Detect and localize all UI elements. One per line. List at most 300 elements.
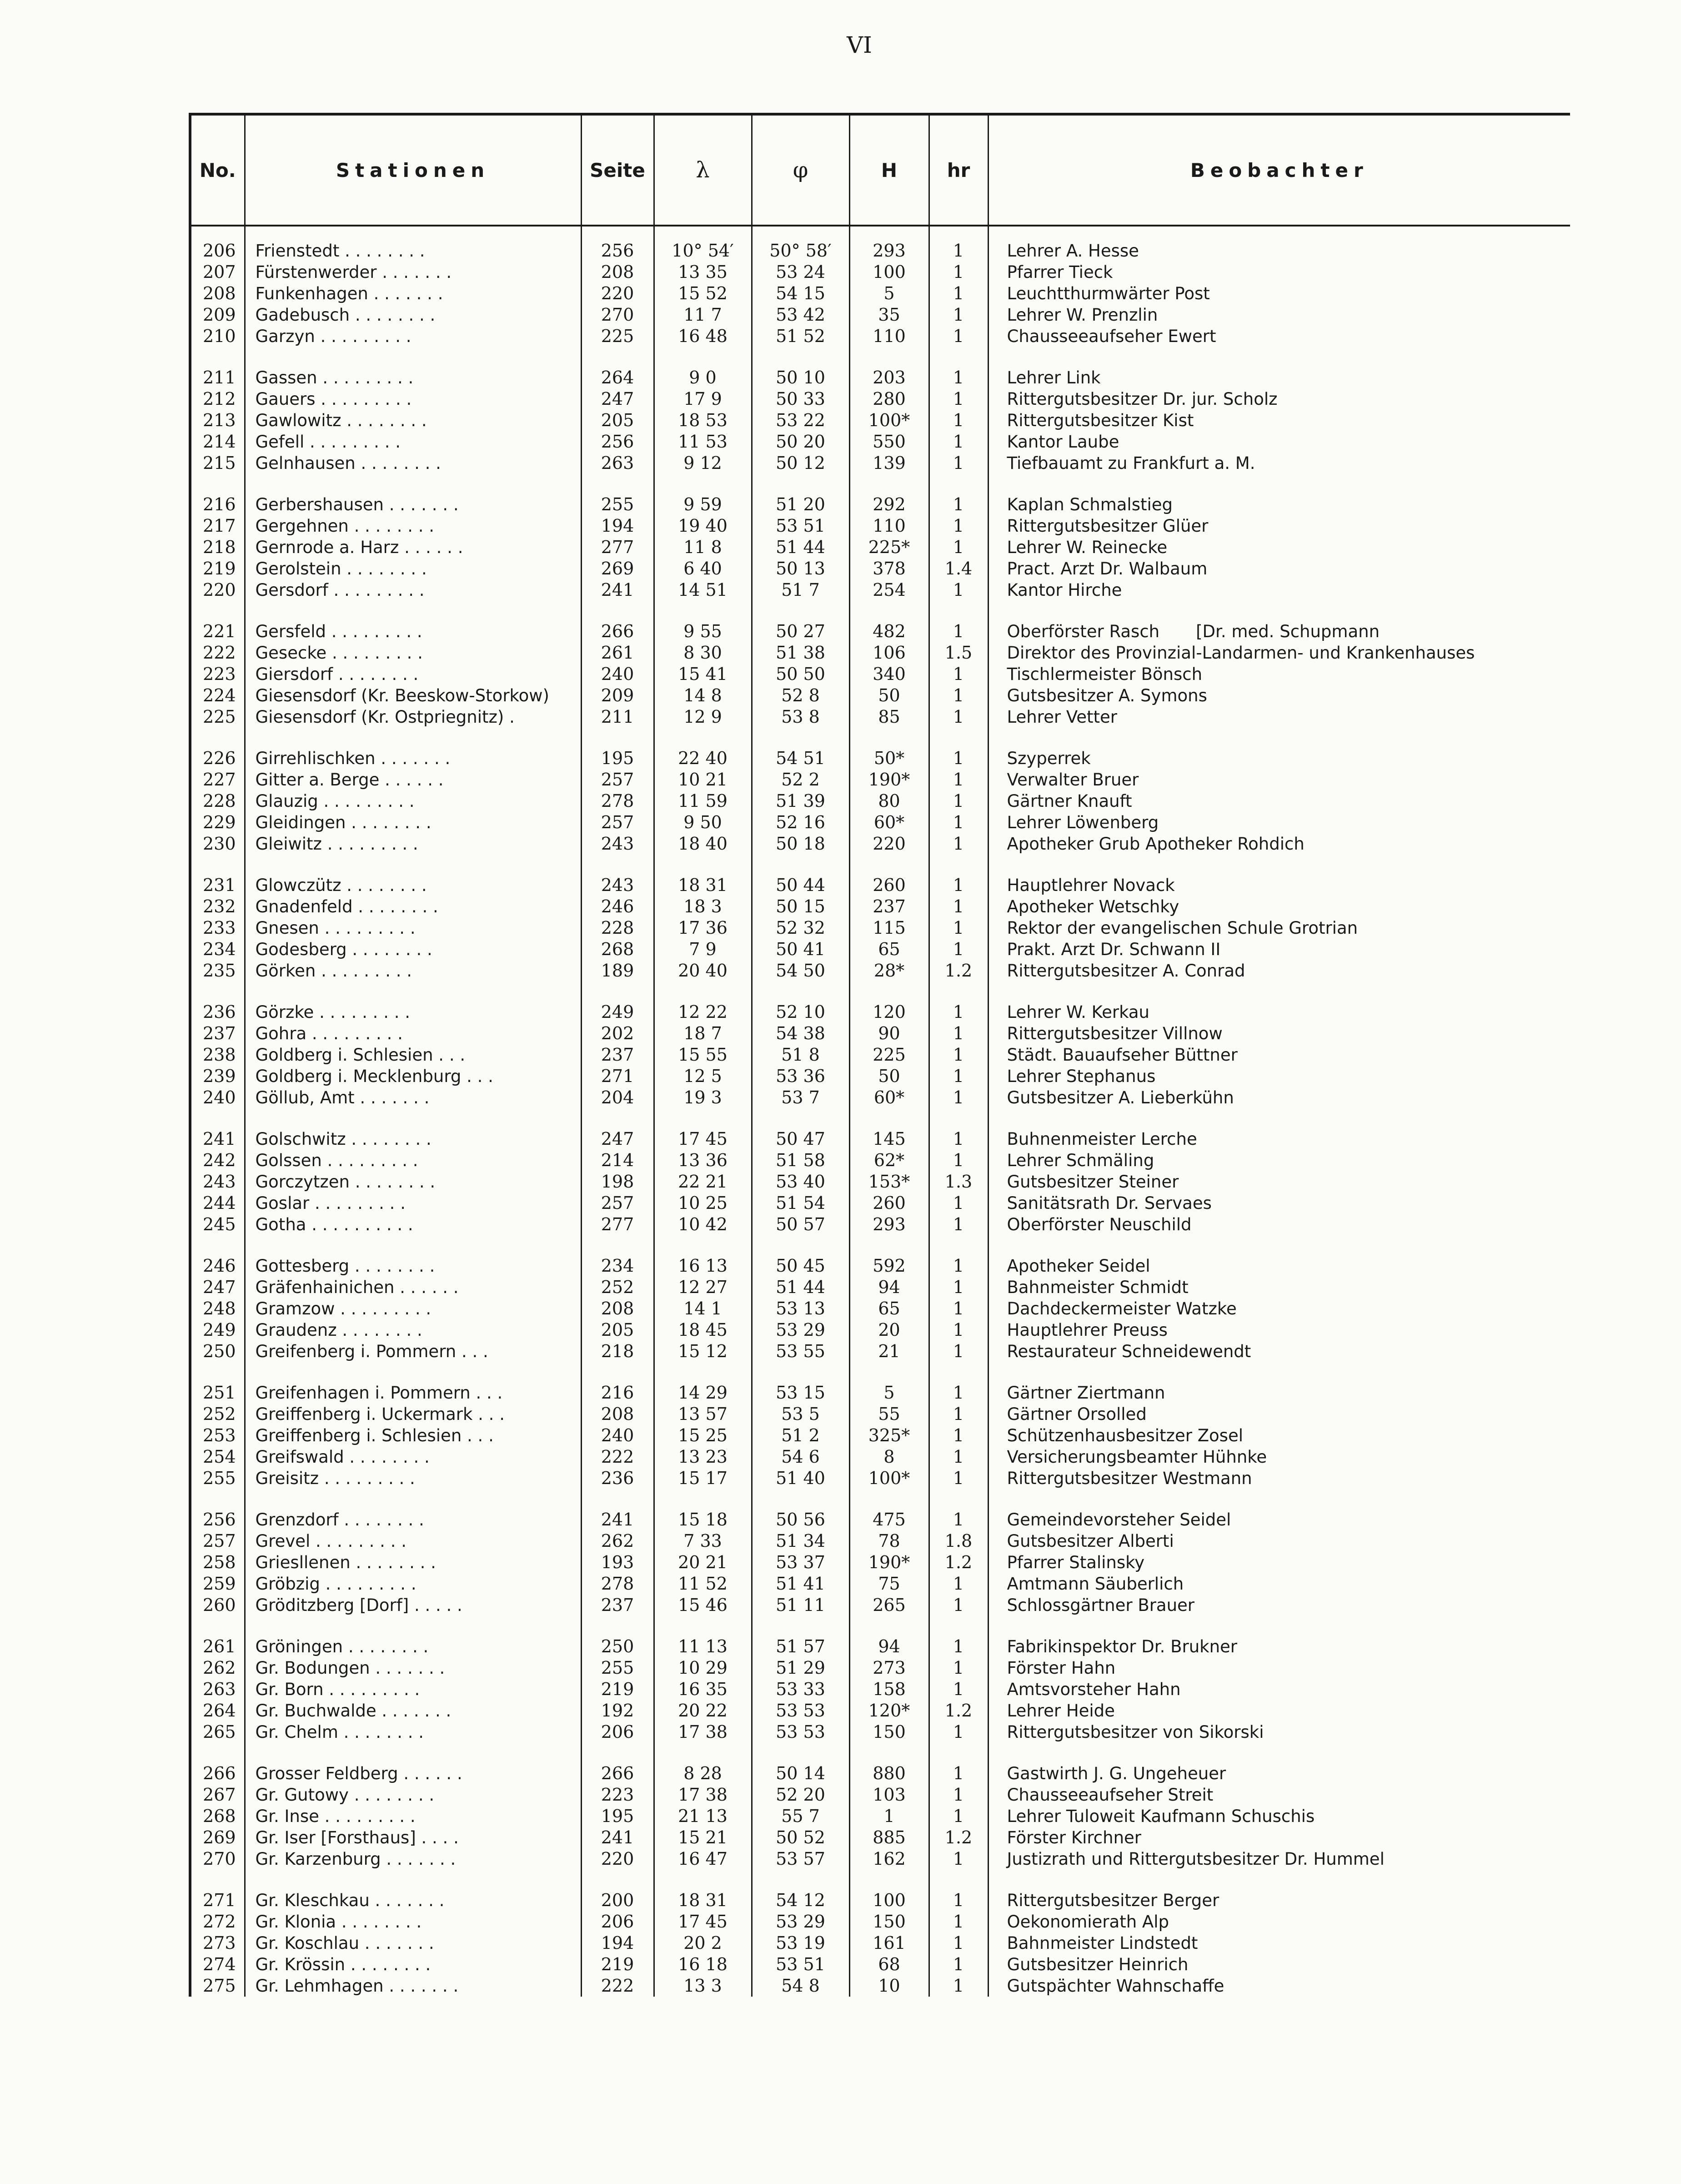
cell-lambda (654, 1679, 752, 1700)
cell-phi (752, 388, 849, 410)
header-phi: φ (752, 114, 849, 226)
cell-station-text: Girrehlischken . . . . . . . (255, 749, 451, 768)
cell-phi (752, 917, 849, 939)
cell-h (849, 896, 929, 917)
cell-hr (929, 1468, 988, 1489)
cell-beobachter (988, 1806, 1570, 1827)
table-row (190, 347, 1570, 388)
cell-station-text: Gassen . . . . . . . . . (255, 368, 414, 387)
cell-seite-text: 277 (601, 537, 634, 557)
cell-seite (581, 304, 654, 326)
cell-no (190, 685, 245, 706)
cell-beobachter (988, 1595, 1570, 1616)
cell-hr (929, 304, 988, 326)
cell-h (849, 304, 929, 326)
cell-seite (581, 1044, 654, 1066)
cell-beobachter (988, 833, 1570, 855)
cell-phi (752, 226, 849, 262)
cell-beobachter-text: Gastwirth J. G. Ungeheuer (1007, 1764, 1226, 1783)
cell-phi-text: 50 41 (776, 939, 825, 959)
cell-station (245, 1975, 581, 1997)
cell-station-text: Garzyn . . . . . . . . . (255, 327, 411, 346)
cell-phi-text: 51 38 (776, 643, 825, 663)
cell-lambda-text: 14 51 (678, 580, 728, 600)
cell-phi-text: 50 57 (776, 1214, 825, 1234)
cell-hr-text: 1 (953, 410, 964, 430)
cell-beobachter (988, 1489, 1570, 1530)
cell-lambda (654, 326, 752, 347)
cell-phi-text: 50 50 (776, 664, 825, 684)
cell-lambda (654, 917, 752, 939)
cell-phi-text: 50 13 (776, 559, 825, 579)
cell-h (849, 960, 929, 981)
cell-lambda (654, 1954, 752, 1975)
cell-h (849, 1235, 929, 1277)
cell-hr (929, 1806, 988, 1827)
cell-hr (929, 960, 988, 981)
cell-lambda (654, 1023, 752, 1044)
cell-lambda (654, 453, 752, 474)
cell-beobachter-text: Bahnmeister Lindstedt (1007, 1933, 1198, 1953)
cell-phi-text: 53 53 (776, 1701, 825, 1721)
cell-no-text: 258 (202, 1552, 236, 1572)
cell-beobachter-text: Chausseeaufseher Ewert (1007, 327, 1216, 346)
cell-lambda (654, 579, 752, 601)
cell-hr (929, 1235, 988, 1277)
cell-no (190, 1468, 245, 1489)
cell-hr-text: 1 (953, 875, 964, 895)
cell-beobachter-text: Schützenhausbesitzer Zosel (1007, 1426, 1243, 1445)
cell-no (190, 790, 245, 812)
cell-no-text: 253 (202, 1425, 236, 1445)
cell-phi (752, 1743, 849, 1784)
cell-seite (581, 388, 654, 410)
cell-lambda (654, 1171, 752, 1193)
table-row (190, 1848, 1570, 1870)
cell-no (190, 1784, 245, 1806)
cell-h-text: 145 (873, 1129, 906, 1149)
cell-lambda (654, 1087, 752, 1108)
cell-lambda (654, 833, 752, 855)
cell-lambda (654, 1975, 752, 1997)
table-row (190, 1298, 1570, 1319)
cell-seite-text: 234 (601, 1256, 634, 1276)
cell-station (245, 1827, 581, 1848)
table-row (190, 515, 1570, 537)
table-row (190, 855, 1570, 896)
cell-beobachter (988, 1954, 1570, 1975)
cell-phi-text: 51 11 (776, 1595, 825, 1615)
cell-hr-text: 1 (953, 1193, 964, 1213)
cell-hr-text: 1 (953, 1595, 964, 1615)
cell-lambda (654, 685, 752, 706)
cell-beobachter-text: Rittergutsbesitzer Dr. jur. Scholz (1007, 389, 1278, 409)
cell-station-text: Gergehnen . . . . . . . . (255, 516, 435, 536)
cell-beobachter-text: Rittergutsbesitzer Glüer (1007, 516, 1209, 536)
cell-phi (752, 1573, 849, 1595)
cell-no-text: 208 (202, 283, 236, 303)
cell-no-text: 251 (202, 1383, 236, 1403)
cell-station-text: Greifswald . . . . . . . . (255, 1447, 430, 1467)
cell-phi (752, 1446, 849, 1468)
cell-no (190, 769, 245, 790)
cell-h (849, 431, 929, 453)
cell-phi (752, 1530, 849, 1552)
cell-hr (929, 939, 988, 960)
cell-no (190, 431, 245, 453)
table-row (190, 1425, 1570, 1446)
cell-lambda-text: 9 59 (683, 494, 722, 514)
cell-station (245, 981, 581, 1023)
cell-h (849, 1700, 929, 1721)
cell-seite (581, 833, 654, 855)
cell-lambda-text: 19 3 (683, 1087, 722, 1107)
cell-h-text: 94 (878, 1636, 900, 1656)
cell-beobachter-text: Apotheker Grub Apotheker Rohdich (1007, 834, 1305, 854)
cell-hr-text: 1 (953, 1320, 964, 1340)
cell-beobachter-text: Hauptlehrer Novack (1007, 876, 1175, 895)
cell-station-text: Gr. Chelm . . . . . . . . (255, 1722, 424, 1742)
cell-no (190, 855, 245, 896)
cell-no (190, 347, 245, 388)
cell-station-text: Giersdorf . . . . . . . . (255, 664, 419, 684)
table-row (190, 1911, 1570, 1932)
cell-phi (752, 1023, 849, 1044)
cell-beobachter-text: Bahnmeister Schmidt (1007, 1278, 1189, 1297)
cell-lambda (654, 1214, 752, 1235)
cell-lambda (654, 1044, 752, 1066)
cell-h-text: 60* (873, 1087, 905, 1107)
cell-beobachter (988, 960, 1570, 981)
cell-phi-text: 54 15 (776, 283, 825, 303)
cell-lambda-text: 11 13 (678, 1636, 728, 1656)
cell-no-text: 243 (202, 1172, 236, 1192)
cell-hr (929, 1362, 988, 1404)
cell-no-text: 225 (202, 707, 236, 727)
cell-no-text: 213 (202, 410, 236, 430)
cell-seite (581, 1573, 654, 1595)
cell-no-text: 272 (202, 1912, 236, 1932)
cell-station (245, 1404, 581, 1425)
cell-no-text: 252 (202, 1404, 236, 1424)
cell-phi (752, 1108, 849, 1150)
cell-station (245, 939, 581, 960)
cell-h (849, 326, 929, 347)
cell-h (849, 1108, 929, 1150)
cell-seite (581, 1214, 654, 1235)
cell-hr (929, 347, 988, 388)
cell-lambda-text: 13 35 (678, 262, 728, 282)
cell-station (245, 1657, 581, 1679)
cell-hr-text: 1 (953, 432, 964, 452)
cell-no (190, 1341, 245, 1362)
cell-seite-text: 262 (601, 1531, 634, 1551)
cell-phi (752, 304, 849, 326)
cell-no (190, 1150, 245, 1171)
cell-phi-text: 55 7 (781, 1806, 820, 1826)
cell-phi-text: 51 54 (776, 1193, 825, 1213)
cell-beobachter (988, 431, 1570, 453)
cell-phi (752, 1700, 849, 1721)
cell-lambda-text: 14 29 (678, 1383, 728, 1403)
cell-h-text: 150 (873, 1722, 906, 1742)
cell-lambda-text: 12 22 (678, 1002, 728, 1022)
table-row (190, 579, 1570, 601)
cell-station-text: Greiffenberg i. Uckermark . . . (255, 1404, 505, 1424)
cell-lambda-text: 17 38 (678, 1785, 728, 1805)
cell-seite-text: 228 (601, 918, 634, 938)
cell-beobachter-text: Städt. Bauaufseher Büttner (1007, 1045, 1238, 1065)
cell-no-text: 260 (202, 1595, 236, 1615)
cell-no (190, 453, 245, 474)
cell-station-text: Gröbzig . . . . . . . . . (255, 1574, 416, 1594)
cell-hr-text: 1 (953, 1404, 964, 1424)
cell-lambda (654, 262, 752, 283)
cell-lambda (654, 1277, 752, 1298)
cell-beobachter-text: Lehrer Löwenberg (1007, 813, 1159, 832)
cell-station (245, 1193, 581, 1214)
cell-beobachter-text: Lehrer Tuloweit Kaufmann Schuschis (1007, 1807, 1315, 1826)
cell-beobachter (988, 601, 1570, 642)
cell-no-text: 231 (202, 875, 236, 895)
cell-phi (752, 1552, 849, 1573)
cell-phi-text: 50 10 (776, 367, 825, 387)
cell-h-text: 62* (873, 1150, 905, 1170)
cell-hr (929, 1298, 988, 1319)
cell-no-text: 223 (202, 664, 236, 684)
cell-station-text: Giesensdorf (Kr. Ostpriegnitz) . (255, 707, 515, 727)
cell-lambda-text: 20 21 (678, 1552, 728, 1572)
cell-hr (929, 1171, 988, 1193)
cell-station (245, 706, 581, 728)
cell-phi-text: 52 10 (776, 1002, 825, 1022)
cell-beobachter-text: Lehrer Heide (1007, 1701, 1115, 1721)
cell-hr-text: 1 (953, 367, 964, 387)
cell-beobachter (988, 1552, 1570, 1573)
table-row (190, 812, 1570, 833)
cell-beobachter (988, 579, 1570, 601)
cell-hr (929, 728, 988, 769)
cell-no (190, 1319, 245, 1341)
cell-hr-text: 1 (953, 1256, 964, 1276)
cell-beobachter (988, 855, 1570, 896)
cell-no (190, 1827, 245, 1848)
cell-phi (752, 1954, 849, 1975)
cell-h-text: 120 (873, 1002, 906, 1022)
cell-station (245, 1573, 581, 1595)
table-row (190, 1214, 1570, 1235)
cell-no-text: 226 (202, 748, 236, 768)
cell-no-text: 259 (202, 1574, 236, 1594)
cell-h-text: 68 (878, 1954, 900, 1974)
cell-lambda-text: 17 45 (678, 1912, 728, 1932)
cell-phi-text: 53 29 (776, 1320, 825, 1340)
cell-h (849, 1595, 929, 1616)
cell-hr-text: 1 (953, 1066, 964, 1086)
cell-beobachter-text: Gemeindevorsteher Seidel (1007, 1510, 1231, 1530)
cell-station (245, 960, 581, 981)
cell-no (190, 515, 245, 537)
cell-hr (929, 1954, 988, 1975)
cell-lambda (654, 1573, 752, 1595)
cell-h (849, 1552, 929, 1573)
cell-station (245, 1108, 581, 1150)
cell-phi (752, 1087, 849, 1108)
cell-phi-text: 50 47 (776, 1129, 825, 1149)
cell-lambda-text: 9 50 (683, 812, 722, 832)
cell-no-text: 268 (202, 1806, 236, 1826)
cell-beobachter-text: Gutsbesitzer Alberti (1007, 1531, 1174, 1551)
cell-lambda (654, 537, 752, 558)
cell-beobachter-text: Lehrer A. Hesse (1007, 241, 1139, 261)
cell-lambda (654, 728, 752, 769)
cell-beobachter (988, 1616, 1570, 1657)
cell-lambda-text: 17 9 (683, 389, 722, 409)
cell-phi-text: 50 15 (776, 896, 825, 916)
cell-station (245, 1616, 581, 1657)
cell-seite (581, 1362, 654, 1404)
cell-hr (929, 1679, 988, 1700)
cell-h-text: 65 (878, 939, 900, 959)
cell-station (245, 1743, 581, 1784)
cell-h (849, 1721, 929, 1743)
cell-station-text: Fürstenwerder . . . . . . . (255, 262, 452, 282)
cell-no (190, 601, 245, 642)
cell-lambda-text: 12 27 (678, 1277, 728, 1297)
cell-no (190, 1214, 245, 1235)
cell-h-text: 260 (873, 1193, 906, 1213)
cell-station-text: Gr. Krössin . . . . . . . . (255, 1955, 431, 1974)
cell-lambda-text: 11 59 (678, 791, 728, 811)
cell-phi (752, 579, 849, 601)
cell-station-text: Graudenz . . . . . . . . (255, 1320, 422, 1340)
cell-lambda (654, 1932, 752, 1954)
cell-h-text: 220 (873, 834, 906, 854)
cell-station (245, 1848, 581, 1870)
cell-no (190, 706, 245, 728)
cell-h-text: 592 (873, 1256, 906, 1276)
cell-beobachter (988, 1743, 1570, 1784)
cell-no-text: 235 (202, 961, 236, 981)
cell-hr (929, 642, 988, 664)
cell-station-text: Goldberg i. Mecklenburg . . . (255, 1067, 493, 1086)
cell-no (190, 1806, 245, 1827)
cell-no (190, 981, 245, 1023)
cell-beobachter-text: Lehrer W. Kerkau (1007, 1002, 1149, 1022)
table-row (190, 1573, 1570, 1595)
table-row (190, 1806, 1570, 1827)
cell-seite-text: 220 (601, 1849, 634, 1869)
cell-h-text: 115 (873, 918, 906, 938)
cell-phi (752, 728, 849, 769)
cell-station-text: Greiffenberg i. Schlesien . . . (255, 1426, 494, 1445)
cell-station-text: Goslar . . . . . . . . . (255, 1193, 406, 1213)
cell-h (849, 1489, 929, 1530)
cell-no (190, 1087, 245, 1108)
cell-hr (929, 1911, 988, 1932)
cell-beobachter (988, 896, 1570, 917)
cell-beobachter-text: Versicherungsbeamter Hühnke (1007, 1447, 1267, 1467)
cell-beobachter-text: Gutsbesitzer A. Lieberkühn (1007, 1088, 1234, 1107)
cell-beobachter (988, 1362, 1570, 1404)
cell-h-text: 10 (878, 1976, 900, 1996)
cell-phi (752, 347, 849, 388)
cell-station (245, 1425, 581, 1446)
cell-beobachter (988, 812, 1570, 833)
table-row (190, 1489, 1570, 1530)
cell-seite-text: 204 (601, 1087, 634, 1107)
cell-seite-text: 256 (601, 241, 634, 261)
cell-phi (752, 262, 849, 283)
cell-beobachter (988, 728, 1570, 769)
cell-hr (929, 1489, 988, 1530)
cell-station-text: Gadebusch . . . . . . . . (255, 305, 436, 325)
table-row (190, 1446, 1570, 1468)
cell-hr-text: 1 (953, 1679, 964, 1699)
cell-station (245, 896, 581, 917)
cell-seite-text: 220 (601, 283, 634, 303)
table-row (190, 1954, 1570, 1975)
cell-seite-text: 205 (601, 1320, 634, 1340)
cell-station-text: Greisitz . . . . . . . . . (255, 1469, 415, 1488)
cell-phi (752, 896, 849, 917)
cell-seite (581, 1277, 654, 1298)
cell-station-text: Gr. Inse . . . . . . . . . (255, 1807, 416, 1826)
cell-lambda (654, 1700, 752, 1721)
cell-beobachter (988, 410, 1570, 431)
cell-station-text: Gr. Karzenburg . . . . . . . (255, 1849, 456, 1869)
cell-station (245, 917, 581, 939)
cell-lambda-text: 11 52 (678, 1574, 728, 1594)
cell-seite (581, 1404, 654, 1425)
cell-seite (581, 1975, 654, 1997)
cell-station (245, 1870, 581, 1911)
cell-lambda-text: 19 40 (678, 516, 728, 536)
header-beobachter: Beobachter (988, 114, 1570, 226)
cell-lambda-text: 8 30 (683, 643, 722, 663)
cell-beobachter (988, 1932, 1570, 1954)
cell-station (245, 1489, 581, 1530)
cell-phi-text: 53 29 (776, 1912, 825, 1932)
cell-phi (752, 981, 849, 1023)
cell-h (849, 939, 929, 960)
cell-seite-text: 195 (601, 1806, 634, 1826)
cell-phi-text: 53 7 (781, 1087, 820, 1107)
cell-no-text: 222 (202, 643, 236, 663)
cell-seite-text: 257 (601, 1193, 634, 1213)
cell-hr (929, 1743, 988, 1784)
cell-lambda-text: 11 8 (683, 537, 722, 557)
cell-h-text: 190* (868, 1552, 910, 1572)
cell-no (190, 812, 245, 833)
cell-beobachter (988, 1530, 1570, 1552)
table-row (190, 790, 1570, 812)
header-lambda: λ (654, 114, 752, 226)
table-row (190, 1552, 1570, 1573)
cell-station (245, 410, 581, 431)
cell-lambda-text: 15 41 (678, 664, 728, 684)
cell-no (190, 728, 245, 769)
cell-no (190, 1298, 245, 1319)
cell-phi (752, 1721, 849, 1743)
cell-station (245, 1298, 581, 1319)
cell-station-text: Golssen . . . . . . . . . (255, 1151, 418, 1170)
cell-h-text: 50* (873, 748, 905, 768)
cell-station (245, 537, 581, 558)
cell-h (849, 347, 929, 388)
cell-h (849, 1277, 929, 1298)
table-row (190, 1404, 1570, 1425)
